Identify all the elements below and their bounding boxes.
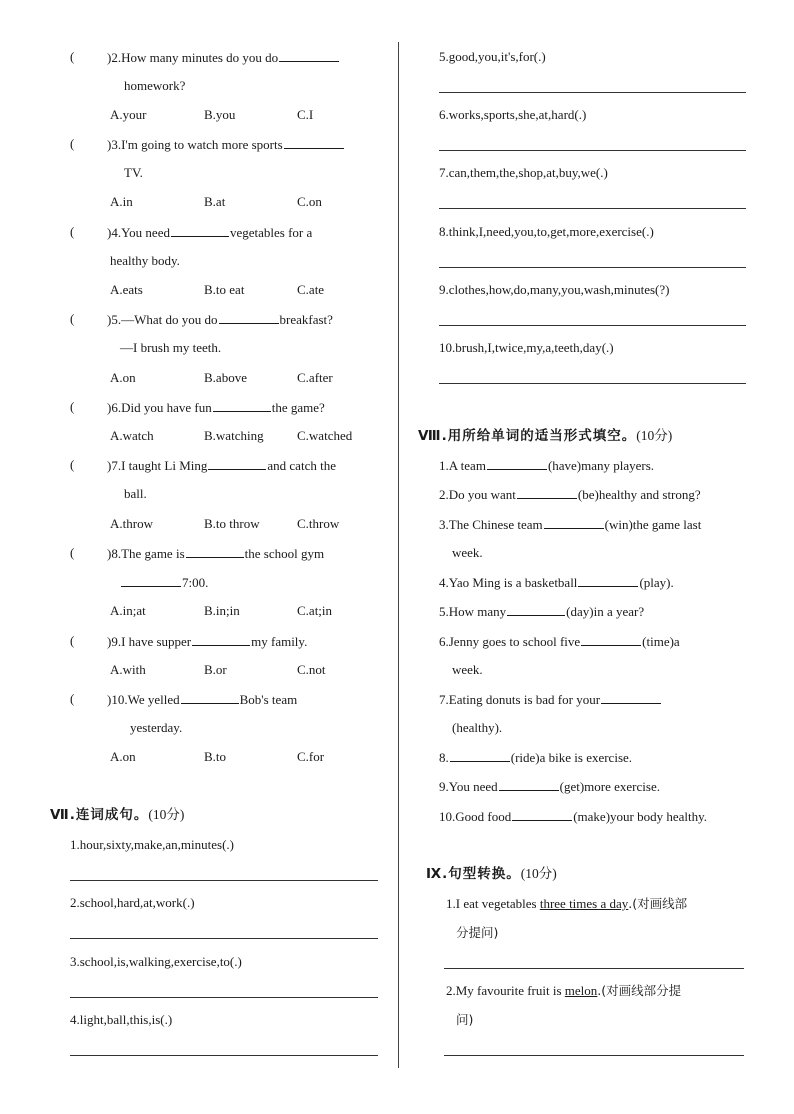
section-points: (10分) xyxy=(148,807,185,822)
question-text: 3.I'm going to watch more sports xyxy=(111,137,283,152)
fill-text-after: (play). xyxy=(639,575,674,590)
answer-line[interactable] xyxy=(439,150,746,151)
question-stem: )4.You need vegetables for a xyxy=(107,225,313,240)
option-c[interactable]: C.at;in xyxy=(297,603,333,618)
transform-text: 1.I eat vegetables xyxy=(446,896,540,911)
fill-text-after: (day)in a year? xyxy=(566,604,645,619)
sentence-item: 6.works,sports,she,at,hard(.) xyxy=(439,107,587,122)
answer-paren[interactable]: ( xyxy=(70,224,75,239)
answer-line[interactable] xyxy=(70,997,378,998)
sentence-item: 3.school,is,walking,exercise,to(.) xyxy=(70,954,242,969)
section-7-heading xyxy=(50,807,184,823)
question-stem: )5.—What do you do breakfast? xyxy=(107,312,333,327)
section-number: Ⅶ. xyxy=(50,807,76,823)
fill-text: 5.How many xyxy=(439,604,507,619)
option-a[interactable]: A.on xyxy=(110,749,136,764)
sentence-item: 2.school,hard,at,work(.) xyxy=(70,895,195,910)
fill-text: 3.The Chinese team xyxy=(439,517,543,532)
transform-text: 2.My favourite fruit is xyxy=(446,983,565,998)
question-text-after: breakfast? xyxy=(279,312,333,327)
answer-paren[interactable]: ( xyxy=(70,457,75,472)
option-c[interactable]: C.for xyxy=(297,749,325,764)
fill-item-cont: (healthy). xyxy=(452,720,503,735)
question-stem: )3.I'm going to watch more sports xyxy=(107,136,345,153)
question-text: 9.I have supper xyxy=(111,634,192,649)
section-points: (10分) xyxy=(636,428,673,443)
fill-item xyxy=(439,691,662,708)
answer-blank[interactable] xyxy=(181,691,239,704)
question-stem: )9.I have supper my family. xyxy=(107,634,308,649)
fill-text: 4.Yao Ming is a basketball xyxy=(439,575,578,590)
answer-paren[interactable]: ( xyxy=(70,136,75,151)
answer-blank[interactable] xyxy=(578,574,638,587)
answer-line[interactable] xyxy=(70,880,378,881)
fill-text: 6.Jenny goes to school five xyxy=(439,634,581,649)
question-stem-cont: TV. xyxy=(124,165,143,180)
answer-blank[interactable] xyxy=(208,457,266,470)
answer-line[interactable] xyxy=(70,1055,378,1056)
answer-line[interactable] xyxy=(444,1055,744,1056)
question-stem-cont: yesterday. xyxy=(130,720,183,735)
option-c[interactable]: C.throw xyxy=(297,516,340,531)
question-text-after: 7:00. xyxy=(182,575,209,590)
fill-text-after: (be)healthy and strong? xyxy=(577,487,701,502)
answer-blank[interactable] xyxy=(507,603,565,616)
fill-text-after: (get)more exercise. xyxy=(559,779,660,794)
option-a[interactable]: A.watch xyxy=(110,428,154,443)
answer-blank[interactable] xyxy=(517,486,577,499)
fill-item xyxy=(439,749,632,766)
answer-blank[interactable] xyxy=(601,691,661,704)
fill-text-after: (ride)a bike is exercise. xyxy=(510,750,633,765)
answer-blank[interactable] xyxy=(186,545,244,558)
question-stem-cont xyxy=(120,574,208,591)
transform-item xyxy=(446,983,681,999)
answer-paren[interactable]: ( xyxy=(70,311,75,326)
section-points: (10分) xyxy=(520,866,557,881)
answer-line[interactable] xyxy=(439,383,746,384)
fill-text-after: (make)your body healthy. xyxy=(573,809,708,824)
answer-blank[interactable] xyxy=(121,574,181,587)
fill-text: 8. xyxy=(439,750,449,765)
question-stem: )7.I taught Li Ming and catch the xyxy=(107,458,336,473)
answer-blank[interactable] xyxy=(192,633,250,646)
question-stem: )10.We yelled Bob's team xyxy=(107,692,298,707)
fill-item xyxy=(439,633,680,650)
answer-blank[interactable] xyxy=(581,633,641,646)
section-title: 句型转换。 xyxy=(448,866,521,882)
question-text-after: vegetables for a xyxy=(229,225,313,240)
fill-text-after: (win)the game last xyxy=(604,517,702,532)
answer-blank[interactable] xyxy=(284,136,344,149)
option-b[interactable]: B.to throw xyxy=(204,516,260,531)
question-text: 5.—What do you do xyxy=(111,312,218,327)
answer-blank[interactable] xyxy=(279,49,339,62)
answer-blank[interactable] xyxy=(487,457,547,470)
fill-item xyxy=(439,603,644,620)
fill-text-after: (have)many players. xyxy=(547,458,655,473)
question-stem: )6.Did you have fun the game? xyxy=(107,400,325,415)
question-stem-cont: healthy body. xyxy=(110,253,180,268)
question-text: 4.You need xyxy=(111,225,170,240)
option-b[interactable]: B.to xyxy=(204,749,227,764)
option-a[interactable]: A.eats xyxy=(110,282,143,297)
answer-blank[interactable] xyxy=(544,516,604,529)
sentence-item: 1.hour,sixty,make,an,minutes(.) xyxy=(70,837,234,852)
answer-line[interactable] xyxy=(439,267,746,268)
option-b[interactable]: B.or xyxy=(204,662,227,677)
question-text-after: the school gym xyxy=(244,546,325,561)
question-text: 2.How many minutes do you do xyxy=(111,50,279,65)
option-b[interactable]: B.to eat xyxy=(204,282,245,297)
option-a[interactable]: A.throw xyxy=(110,516,153,531)
question-stem: )2.How many minutes do you do xyxy=(107,49,340,66)
answer-line[interactable] xyxy=(439,325,746,326)
question-text-after: Bob's team xyxy=(239,692,298,707)
sentence-item: 10.brush,I,twice,my,a,teeth,day(.) xyxy=(439,340,614,355)
fill-text-after: (time)a xyxy=(642,634,680,649)
fill-text: 9.You need xyxy=(439,779,498,794)
question-text: 8.The game is xyxy=(111,546,185,561)
fill-text: 2.Do you want xyxy=(439,487,516,502)
option-c[interactable]: C.I xyxy=(297,107,314,122)
answer-paren[interactable]: ( xyxy=(70,545,75,560)
option-a[interactable]: A.your xyxy=(110,107,147,122)
transform-instruction: .(对画线部 xyxy=(628,896,688,911)
question-text-after: and catch the xyxy=(267,458,336,473)
section-title: 连词成句。 xyxy=(75,807,149,823)
transform-item xyxy=(446,896,687,912)
section-number: Ⅷ. xyxy=(418,428,448,444)
fill-item xyxy=(439,808,707,825)
sentence-item: 8.think,I,need,you,to,get,more,exercise(.) xyxy=(439,224,654,239)
fill-text: 1.A team xyxy=(439,458,486,473)
transform-instruction-cont: 问) xyxy=(456,1012,474,1027)
answer-blank[interactable] xyxy=(171,224,229,237)
sentence-item: 5.good,you,it's,for(.) xyxy=(439,49,546,64)
fill-item xyxy=(439,778,660,795)
fill-text: 7.Eating donuts is bad for your xyxy=(439,692,601,707)
option-a[interactable]: A.in xyxy=(110,194,133,209)
option-a[interactable]: A.on xyxy=(110,370,136,385)
question-text-after: my family. xyxy=(251,634,308,649)
option-b[interactable]: B.in;in xyxy=(204,603,240,618)
underlined-part: melon xyxy=(564,983,598,998)
question-stem-cont: —I brush my teeth. xyxy=(120,340,222,355)
fill-text: 10.Good food xyxy=(439,809,512,824)
question-stem: )8.The game is the school gym xyxy=(107,546,325,561)
option-c[interactable]: C.on xyxy=(297,194,322,209)
option-c[interactable]: C.watched xyxy=(297,428,353,443)
option-a[interactable]: A.with xyxy=(110,662,146,677)
fill-item xyxy=(439,516,701,533)
section-number: Ⅸ. xyxy=(426,866,449,882)
question-stem-cont: homework? xyxy=(124,78,186,93)
transform-instruction: .(对画线部分提 xyxy=(597,983,682,998)
fill-item-cont: week. xyxy=(452,662,483,677)
question-text: 10.We yelled xyxy=(111,692,180,707)
answer-line[interactable] xyxy=(439,92,746,93)
question-text: 7.I taught Li Ming xyxy=(111,458,208,473)
section-8-heading xyxy=(418,428,672,444)
fill-item xyxy=(439,457,654,474)
transform-instruction-cont: 分提问) xyxy=(456,925,499,940)
section-title: 用所给单词的适当形式填空。 xyxy=(447,428,637,444)
fill-item xyxy=(439,574,674,591)
fill-item-cont: week. xyxy=(452,545,483,560)
answer-line[interactable] xyxy=(70,938,378,939)
answer-paren[interactable]: ( xyxy=(70,633,75,648)
sentence-item: 9.clothes,how,do,many,you,wash,minutes(?) xyxy=(439,282,670,297)
option-b[interactable]: B.you xyxy=(204,107,236,122)
fill-item xyxy=(439,486,701,503)
question-stem-cont: ball. xyxy=(124,486,147,501)
answer-paren[interactable]: ( xyxy=(70,399,75,414)
answer-blank[interactable] xyxy=(450,749,510,762)
answer-blank[interactable] xyxy=(512,808,572,821)
sentence-item: 4.light,ball,this,is(.) xyxy=(70,1012,173,1027)
underlined-part: three times a day xyxy=(539,896,629,911)
answer-paren[interactable]: ( xyxy=(70,49,75,64)
answer-blank[interactable] xyxy=(219,311,279,324)
answer-paren[interactable]: ( xyxy=(70,691,75,706)
answer-blank[interactable] xyxy=(499,778,559,791)
sentence-item: 7.can,them,the,shop,at,buy,we(.) xyxy=(439,165,608,180)
answer-line[interactable] xyxy=(444,968,744,969)
section-9-heading xyxy=(426,866,557,882)
option-b[interactable]: B.at xyxy=(204,194,226,209)
option-b[interactable]: B.watching xyxy=(204,428,264,443)
option-c[interactable]: C.ate xyxy=(297,282,325,297)
option-a[interactable]: A.in;at xyxy=(110,603,146,618)
column-divider xyxy=(398,42,399,1068)
option-c[interactable]: C.not xyxy=(297,662,326,677)
option-b[interactable]: B.above xyxy=(204,370,247,385)
answer-blank[interactable] xyxy=(213,399,271,412)
answer-line[interactable] xyxy=(439,208,746,209)
option-c[interactable]: C.after xyxy=(297,370,333,385)
question-text: 6.Did you have fun xyxy=(111,400,212,415)
question-text-after: the game? xyxy=(271,400,325,415)
